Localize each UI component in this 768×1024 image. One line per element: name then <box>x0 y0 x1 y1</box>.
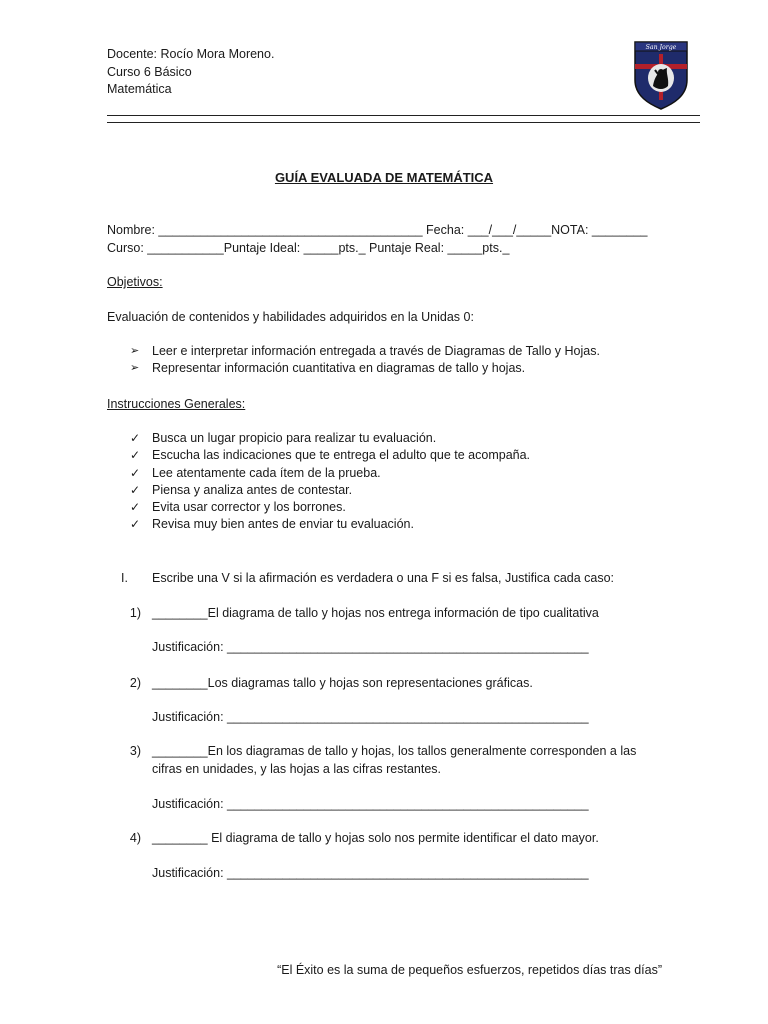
justification-line: Justificación: ____________________________________________________ <box>152 710 589 724</box>
arrow-bullet-icon: ➢ <box>130 345 140 357</box>
justification-line: Justificación: ____________________________________________________ <box>152 797 589 811</box>
school-crest-logo <box>633 40 689 110</box>
check-icon: ✓ <box>130 500 141 515</box>
list-item <box>130 430 437 447</box>
objective-text: Leer e interpretar información entregada a través de Diagramas de Tallo y Hojas. <box>152 344 600 358</box>
question-statement: ________ El diagrama de tallo y hojas solo nos permite identificar el dato mayor. <box>152 831 599 845</box>
list-item <box>130 465 381 482</box>
instructions-heading: Instrucciones Generales: <box>107 397 246 411</box>
instructions-list <box>130 430 531 534</box>
course-label: Curso 6 Básico <box>107 65 192 79</box>
list-item <box>130 516 414 533</box>
question-number: 3) <box>129 744 141 758</box>
check-icon: ✓ <box>130 431 141 445</box>
question-number: 2) <box>129 676 141 690</box>
arrow-bullet-icon: ➢ <box>130 362 140 375</box>
question-statement-continued: cifras en unidades, y las hojas a las cifras restantes. <box>152 762 442 776</box>
question-statement: ________En los diagramas de tallo y hojas, los tallos generalmente corresponden a las <box>152 744 637 758</box>
teacher-name: Docente: Rocío Mora Moreno. <box>107 47 275 61</box>
justification-line: Justificación: ____________________________________________________ <box>152 866 589 880</box>
svg-text:San Jorge: San Jorge <box>645 44 677 52</box>
justification-line: Justificación: ____________________________________________________ <box>152 640 589 654</box>
section-prompt: Escribe una V si la afirmación es verdadera o una F si es falsa, Justifica cada caso: <box>152 571 615 585</box>
header-rule-top <box>107 115 700 116</box>
question-statement: ________Los diagramas tallo y hojas son representaciones gráficas. <box>152 676 533 690</box>
objectives-list <box>130 343 600 378</box>
check-icon: ✓ <box>130 517 141 532</box>
list-item <box>130 499 346 516</box>
instruction-text: Escucha las indicaciones que te entrega el adulto que te acompaña. <box>152 448 531 463</box>
question-number: 1) <box>129 606 141 620</box>
objectives-intro: Evaluación de contenidos y habilidades adquiridos en la Unidas 0: <box>107 310 474 324</box>
page-title: GUÍA EVALUADA DE MATEMÁTICA <box>274 170 494 185</box>
objectives-heading: Objetivos: <box>107 275 163 289</box>
score-info-line: Curso: ___________Puntaje Ideal: _____pts._ Puntaje Real: _____pts._ <box>107 241 510 255</box>
section-numeral: I. <box>121 571 128 585</box>
instruction-text: Busca un lugar propicio para realizar tu evaluación. <box>152 431 437 445</box>
check-icon: ✓ <box>130 465 141 480</box>
check-icon: ✓ <box>130 482 141 497</box>
instruction-text: Lee atentamente cada ítem de la prueba. <box>152 465 381 480</box>
instruction-text: Revisa muy bien antes de enviar tu evaluación. <box>152 517 414 532</box>
subject-label: Matemática <box>107 82 172 96</box>
question-statement: ________El diagrama de tallo y hojas nos entrega información de tipo cualitativa <box>152 606 599 620</box>
instruction-text: Piensa y analiza antes de contestar. <box>152 482 353 497</box>
list-item <box>130 360 526 377</box>
question-number: 4) <box>129 831 141 845</box>
list-item <box>130 343 600 360</box>
footer-quote: “El Éxito es la suma de pequeños esfuerzos, repetidos días tras días” <box>277 963 662 977</box>
list-item <box>130 447 531 464</box>
list-item <box>130 482 353 499</box>
objective-text: Representar información cuantitativa en diagramas de tallo y hojas. <box>152 361 526 376</box>
header-rule-bottom <box>107 122 700 123</box>
instruction-text: Evita usar corrector y los borrones. <box>152 500 346 515</box>
student-info-line: Nombre: ______________________________________ Fecha: ___/___/_____NOTA: ________ <box>107 223 648 237</box>
check-icon: ✓ <box>130 448 141 463</box>
